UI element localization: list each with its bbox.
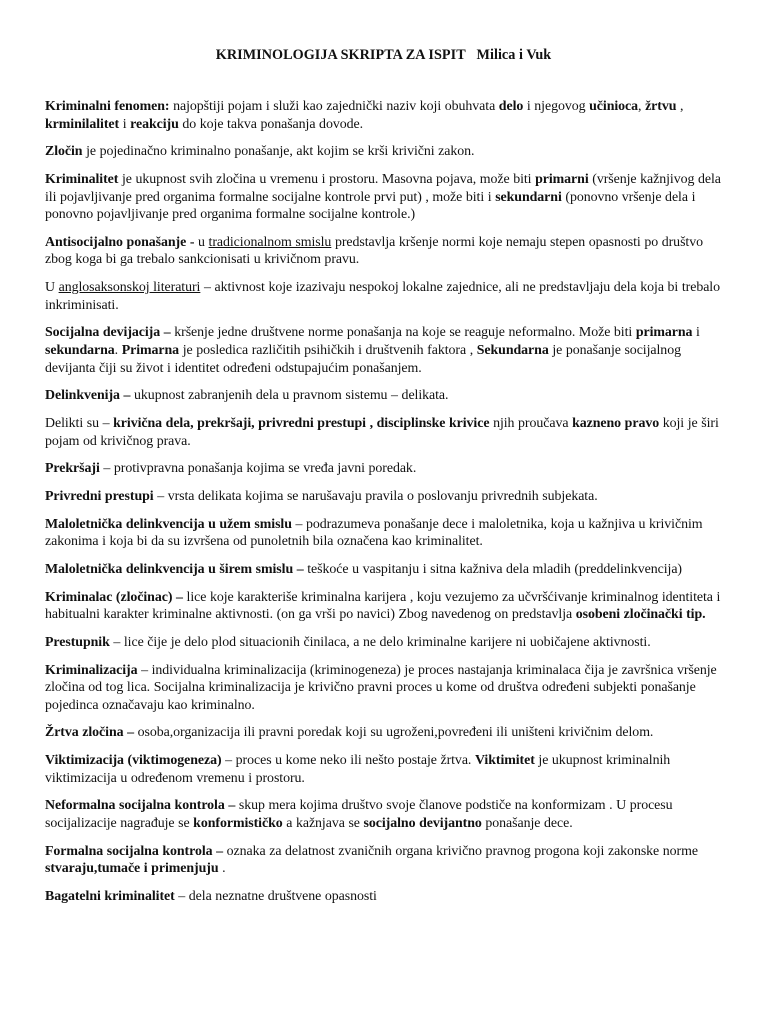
definition-paragraph (45, 843, 722, 878)
bold-term: Delinkvenija – (45, 388, 131, 404)
definition-paragraph (45, 561, 722, 579)
definition-paragraph (45, 888, 722, 906)
bold-term: Kriminalizacija (45, 662, 138, 678)
bold-term: stvaraju,tumače i primenjuju (45, 861, 219, 877)
definition-paragraph (45, 143, 722, 161)
bold-term: Socijalna devijacija – (45, 325, 171, 341)
paragraph-text: je pojedinačno kriminalno ponašanje, akt kojim se krši krivični zakon. (82, 144, 475, 160)
paragraph-text: ponašanje dece. (481, 816, 573, 831)
bold-term: Prestupnik (45, 634, 110, 650)
bold-term: Kriminalitet (45, 171, 119, 187)
paragraph-text: oznaka za delatnost zvaničnih organa krivično pravnog progona koji zakonske norme (223, 843, 698, 859)
bold-term: primarna (635, 325, 693, 341)
paragraph-text: je ponašanje socijalnog devijanta čiji su život i identitet određeni odstupajućim ponašanjem. (45, 343, 681, 376)
paragraph-text: kršenje jedne društvene norme ponašanja na koje se reaguje neformalno. Može biti (170, 325, 636, 341)
bold-term: sekundarni (495, 189, 562, 205)
bold-term: žrtvu (645, 99, 677, 114)
paragraph-text: U (45, 280, 59, 296)
bold-term: Prekršaji (45, 461, 100, 477)
paragraph-text: je ukupnost kriminalnih viktimizacija u određenom vremenu i prostoru. (45, 753, 671, 786)
paragraph-text: najopštiji pojam i služi kao zajednički naziv koji obuhvata (169, 99, 499, 114)
paragraph-text: i (692, 325, 700, 341)
definition-paragraph (45, 98, 722, 133)
bold-term: Primarna (121, 343, 180, 358)
definition-paragraph (45, 387, 722, 405)
definition-paragraph (45, 234, 722, 269)
bold-term: sekundarna (45, 343, 115, 358)
bold-term: Formalna socijalna kontrola – (45, 843, 224, 859)
bold-term: Sekundarna (476, 343, 549, 358)
bold-term: Bagatelni kriminalitet (45, 888, 175, 904)
definition-paragraph (45, 488, 722, 506)
definition-paragraph (45, 797, 722, 832)
bold-term: osobeni zločinački tip. (575, 607, 706, 623)
paragraph-text: – aktivnost koje izazivaju nespokoj lokalne zajednice, ali ne predstavljaju dela koja bi trebalo inkriminisati. (45, 280, 720, 313)
paragraph-text: , (638, 99, 646, 114)
bold-term: Maloletnička delinkvencija u širem smislu – (45, 561, 304, 577)
paragraph-text: u (194, 234, 209, 250)
paragraph-text: skup mera kojima društvo svoje članove podstiče na konformizam . U procesu socijalizacije nagrađuje se (45, 798, 673, 831)
document-body (45, 98, 722, 906)
definition-paragraph (45, 724, 722, 742)
paragraph-text: – protivpravna ponašanja kojima se vređa javni poredak. (99, 461, 417, 477)
paragraph-text: koji je širi pojam od krivičnog prava. (45, 415, 719, 449)
paragraph-text: – individualna kriminalizacija (kriminogeneza) je proces nastajanja kriminalaca čija je završnica vršenje zločina od tog lica. Socijalna kriminalizacija je krivično pravni proces u kome od društva određeni subjekti ponašanje pojedinca označavaju kao kriminalno. (45, 662, 717, 713)
bold-term: kazneno pravo (572, 415, 660, 431)
definition-paragraph (45, 279, 722, 314)
title-authors: Milica i Vuk (476, 47, 552, 63)
paragraph-text: , (676, 99, 684, 114)
bold-term: socijalno devijantno (363, 816, 482, 831)
paragraph-text: – lice čije je delo plod situacionih činilaca, a ne delo kriminalne karijere ni uobičajene aktivnosti. (109, 634, 651, 650)
paragraph-text: . (218, 861, 226, 877)
paragraph-text: – dela neznatne društvene opasnosti (174, 888, 377, 904)
definition-paragraph (45, 662, 722, 715)
paragraph-text: a kažnjava se (282, 816, 364, 831)
definition-paragraph (45, 634, 722, 652)
bold-term: Privredni prestupi (45, 488, 154, 504)
paragraph-text: je ukupnost svih zločina u vremenu i prostoru. Masovna pojava, može biti (118, 171, 536, 187)
bold-term: Antisocijalno ponašanje - (45, 234, 195, 250)
bold-term: Žrtva zločina – (45, 725, 135, 741)
paragraph-text: i (119, 116, 131, 132)
bold-term: Neformalna socijalna kontrola – (45, 798, 236, 814)
paragraph-text: je posledica različitih psihičkih i društvenih faktora , (179, 343, 477, 358)
paragraph-text: – vrsta delikata kojima se narušavaju pravila o poslovanju privrednih subjekata. (153, 488, 598, 504)
paragraph-text: lice koje karakteriše kriminalna karijera , koju vezujemo za učvršćivanje kriminalnog identiteta i habitualni karakter kriminalne aktivnosti. (on ga vrši po navici) Zbog navedenog on predstavlja (45, 589, 721, 623)
bold-term: Maloletnička delinkvencija u užem smislu (45, 516, 292, 532)
definition-paragraph (45, 324, 722, 377)
document-title (45, 46, 722, 64)
paragraph-text: ukupnost zabranjenih dela u pravnom sistemu – delikata. (130, 388, 449, 404)
paragraph-text: (vršenje kažnjivog dela ili pojavljivanje pred organima formalne socijalne kontrole prvi put) , može biti i (45, 171, 721, 205)
definition-paragraph (45, 460, 722, 478)
bold-term: Kriminalni fenomen: (45, 99, 170, 114)
bold-term: učinioca (589, 99, 639, 114)
bold-term: krivična dela, prekršaji, privredni prestupi , disciplinske krivice (113, 415, 490, 431)
paragraph-text: do koje takva ponašanja dovode. (178, 116, 364, 132)
paragraph-text: njih proučava (489, 415, 573, 431)
title-main: KRIMINOLOGIJA SKRIPTA ZA ISPIT (215, 47, 466, 63)
bold-term: Viktimizacija (viktimogeneza) (45, 753, 222, 769)
paragraph-text: . (114, 343, 122, 358)
bold-term: reakciju (130, 116, 179, 132)
definition-paragraph (45, 171, 722, 224)
definition-paragraph (45, 589, 722, 624)
bold-term: Zločin (45, 144, 83, 160)
paragraph-text: (ponovno vršenje dela i ponovno pojavljivanje pred organima formalne socijalne kontrole.) (45, 189, 696, 223)
bold-term: krminilalitet (45, 116, 120, 132)
bold-term: primarni (535, 171, 589, 187)
paragraph-text: – podrazumeva ponašanje dece i maloletnika, koja u kažnjiva u krivičnim zakonima i koja bi da su izvršena od punoletnih bila označena kao kriminalitet. (45, 516, 703, 550)
bold-term: konformističko (193, 816, 283, 831)
underlined-text: anglosaksonskoj literaturi (58, 280, 201, 296)
bold-term: delo (498, 99, 524, 114)
paragraph-text: Delikti su – (45, 415, 114, 431)
definition-paragraph (45, 415, 722, 450)
bold-term: Viktimitet (474, 753, 535, 769)
underlined-text: tradicionalnom smislu (208, 234, 332, 250)
paragraph-text: – proces u kome neko ili nešto postaje žrtva. (221, 753, 475, 769)
definition-paragraph (45, 516, 722, 551)
definition-paragraph (45, 752, 722, 787)
paragraph-text: predstavlja kršenje normi koje nemaju stepen opasnosti po društvo zbog koga bi ga trebalo sankcionisati u krivičnom pravu. (45, 234, 703, 268)
paragraph-text: teškoće u vaspitanju i sitna kažniva dela mladih (preddelinkvencija) (303, 561, 682, 577)
paragraph-text: i njegovog (523, 99, 590, 114)
bold-term: Kriminalac (zločinac) – (45, 589, 183, 605)
paragraph-text: osoba,organizacija ili pravni poredak koji su ugroženi,povređeni ili uništeni krivičnim delom. (134, 725, 654, 741)
